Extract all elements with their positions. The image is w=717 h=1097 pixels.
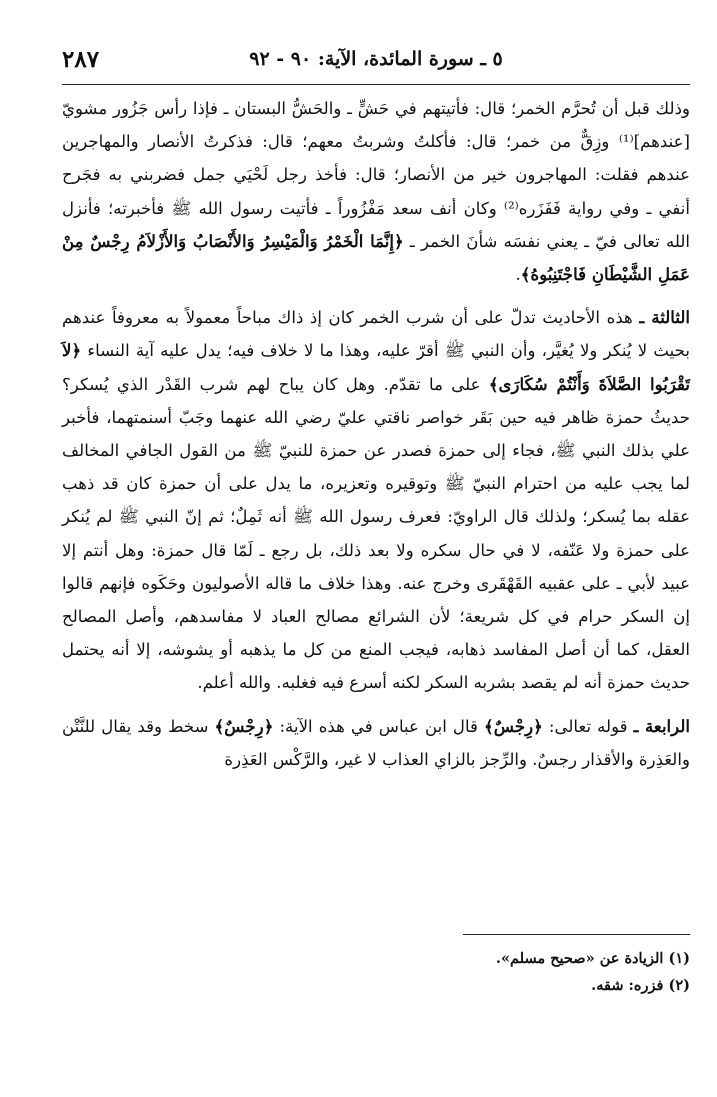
header-divider [62, 84, 690, 85]
paragraph-1-text-a: وذلك قبل أن تُحرَّم الخمر؛ قال: فأتيتهم في حَشٍّ ـ والحَشُّ البستان ـ فإذا رأس جَزُور مشويّ [عندهم]⁽¹⁾ وزِقٌّ من خمر؛ قال: فأكلتُ وشربتُ معهم؛ قال: فذكرتُ الأنصار والمهاجرين عندهم فقلت: المهاجرون خير من الأنصار؛ قال: فأخذ رجل لَحْيَي جمل فضربني به فجَرح أنفي ـ وفي رواية فَفَزَره⁽²⁾ وكان أنف سعد مَفْزُوراً ـ فأتيت رسول الله ﷺ فأخبرته؛ فأنزل الله تعالى فيّ ـ يعني نفسَه شأنَ الخمر ـ [62, 99, 690, 251]
paragraph-3-text-c: سخط وقد يقال للنَّتْن والعَذِرة والأقذار رجسٌ. والرِّجز بالزاي العذاب لا غير، والرَّكْس العَذِرة [62, 716, 690, 769]
footnote-2: (٢) فزره: شقه. [591, 977, 690, 994]
paragraph-3-lead: الرابعة ـ [633, 715, 690, 736]
paragraph-2-text-a: هذه الأحاديث تدلّ على أن شرب الخمر كان إذ ذاك مباحاً معمولاً به معروفاً عندهم بحيث لا يُنكر ولا يُغيَّر، وأن النبي ﷺ أقرّ عليه، وهذا ما لا خلاف فيه؛ يدل عليه آية النساء [62, 308, 690, 361]
paragraph-3 [62, 710, 690, 776]
main-text [62, 92, 690, 776]
chapter-title: ٥ ـ سورة المائدة، الآية: ٩٠ - ٩٢ [249, 48, 503, 70]
paragraph-2 [62, 301, 690, 699]
paragraph-1 [62, 92, 690, 291]
page-number: ٢٨٧ [62, 46, 100, 73]
footnotes [62, 945, 690, 999]
paragraph-1-quran-verse: ﴿إِنَّمَا الْخَمْرُ وَالْمَيْسِرُ وَالأَنْصَابُ وَالأَزْلاَمُ رِجْسٌ مِنْ عَمَلِ الشَّيْطَانِ فَاجْتَنِبُوهُ﴾ [62, 230, 690, 285]
paragraph-3-text-a: قوله تعالى: [542, 716, 634, 736]
paragraph-3-quran-word-2: ﴿رِجْسٌ﴾ [214, 715, 274, 736]
paragraph-2-text-b: على ما تقدّم. وهل كان يباح لهم شرب القَدْر الذي يُسكر؟ حديثُ حمزة ظاهر فيه حين بَقَر خواصر ناقتي عليّ رضي الله عنهما وجَبّ أسنمتهما، فأخبر علي بذلك النبي ﷺ، فجاء إلى حمزة فصدر عن حمزة للنبيّ ﷺ من القول الجافي المخالف لما يجب عليه من احترام النبيّ ﷺ وتوقيره وتعزيره، ما يدل على أن حمزة كان قد ذهب عقله بما يُسكر؛ ولذلك قال الراويّ: فعرف رسول الله ﷺ أنه ثَمِلٌ؛ ثم إنّ النبي ﷺ لم يُنكر على حمزة ولا عَنّفه، لا في حال سكره ولا بعد ذلك، بل رجع ـ لَمّا قال حمزة: وهل أنتم إلا عبيد لأبي ـ على عقبيه القَهْقَرى وخرج عنه. وهذا خلاف ما قاله الأصوليون وحَكَوه فإنهم قالوا إن السكر حرام في كل شريعة؛ لأن الشرائع مصالح العباد لا مفاسدهم، وأصل المصالح العقل، كما أن أصل المفاسد ذهابه، فيجب المنع من كل ما يذهبه أو يشوشه، إلا أنه يحتمل حديث حمزة أنه لم يقصد بشربه السكر لكنه أسرع فيه فغلبه. والله أعلم. [62, 374, 690, 693]
paragraph-2-quran-verse: ﴿لاَ تَقْرَبُوا الصَّلاَةَ وَأَنْتُمْ سُكَارَى﴾ [62, 340, 690, 394]
paragraph-3-text-b: قال ابن عباس في هذه الآية: [273, 716, 484, 736]
paragraph-3-quran-word-1: ﴿رِجْسٌ﴾ [483, 715, 543, 736]
paragraph-2-lead: الثالثة ـ [639, 307, 691, 328]
footnote-1: (١) الزيادة عن «صحيح مسلم». [495, 950, 690, 967]
paragraph-1-text-b: . [515, 265, 521, 285]
running-header [62, 46, 690, 82]
footnote-divider [463, 934, 690, 935]
